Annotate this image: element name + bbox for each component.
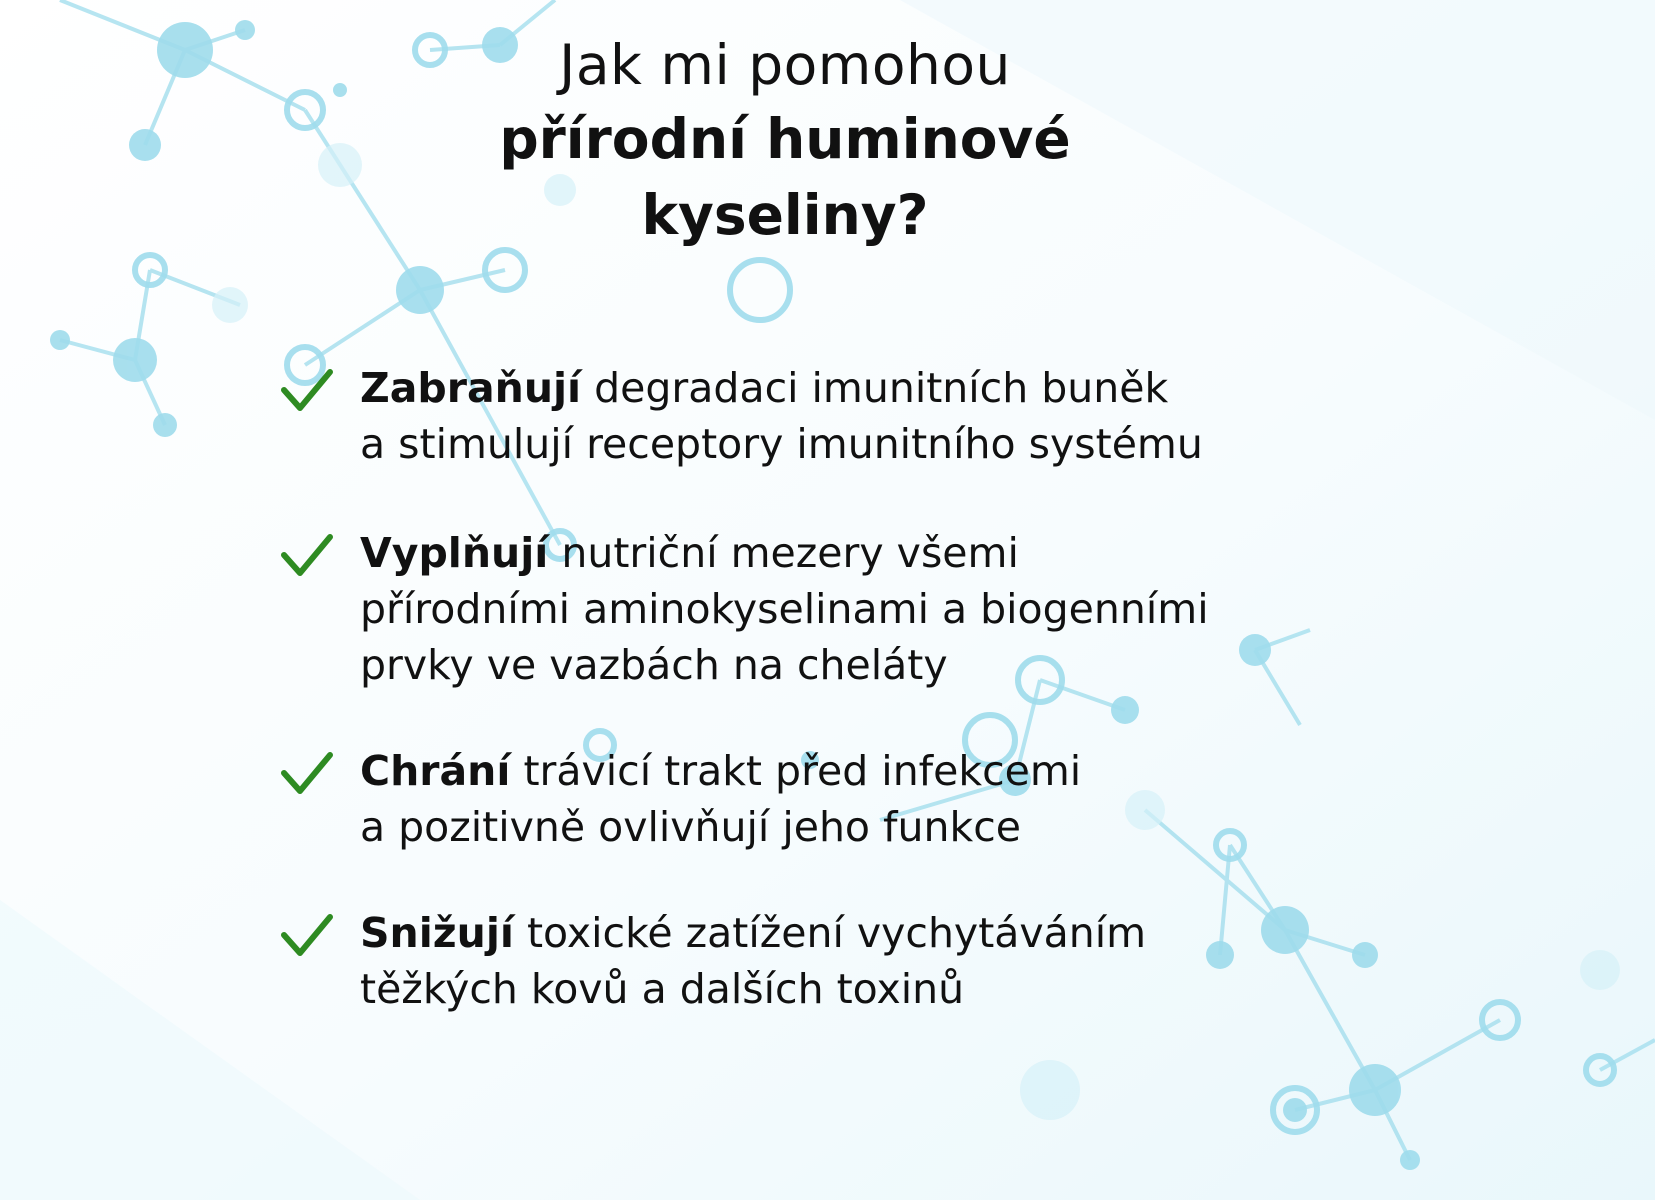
benefit-text [360,905,1260,1017]
checkmark-icon [280,911,334,959]
heading-line-1: Jak mi pomohou [559,33,1011,97]
benefit-line-rest: trávicí trakt před infekcemi [510,747,1082,795]
benefit-line: těžkých kovů a dalších toxinů [360,965,965,1013]
benefit-line [360,360,1260,416]
heading-line-3: kyseliny? [641,183,929,247]
benefit-line: prvky ve vazbách na cheláty [360,641,948,689]
checkmark-icon [280,366,334,414]
benefit-line [360,525,1260,581]
benefit-line-rest: degradaci imunitních buněk [581,364,1169,412]
benefit-line-rest: toxické zatížení vychytáváním [513,909,1147,957]
benefit-line [360,905,1260,961]
benefit-keyword: Chrání [360,747,511,795]
benefit-line: a pozitivně ovlivňují jeho funkce [360,803,1021,851]
checkmark-icon [280,531,334,579]
benefit-line-rest: nutriční mezery všemi [548,529,1019,577]
benefit-line: přírodními aminokyselinami a biogenními [360,585,1209,633]
checkmark-icon [280,749,334,797]
benefit-text [360,525,1260,693]
benefit-text [360,360,1260,472]
benefit-keyword: Zabraňují [360,364,582,412]
benefit-text [360,743,1260,855]
benefit-keyword: Snižují [360,909,514,957]
heading-line-2: přírodní huminové [499,107,1071,171]
benefit-keyword: Vyplňují [360,529,549,577]
benefit-line: a stimulují receptory imunitního systému [360,420,1203,468]
benefit-line [360,743,1260,799]
